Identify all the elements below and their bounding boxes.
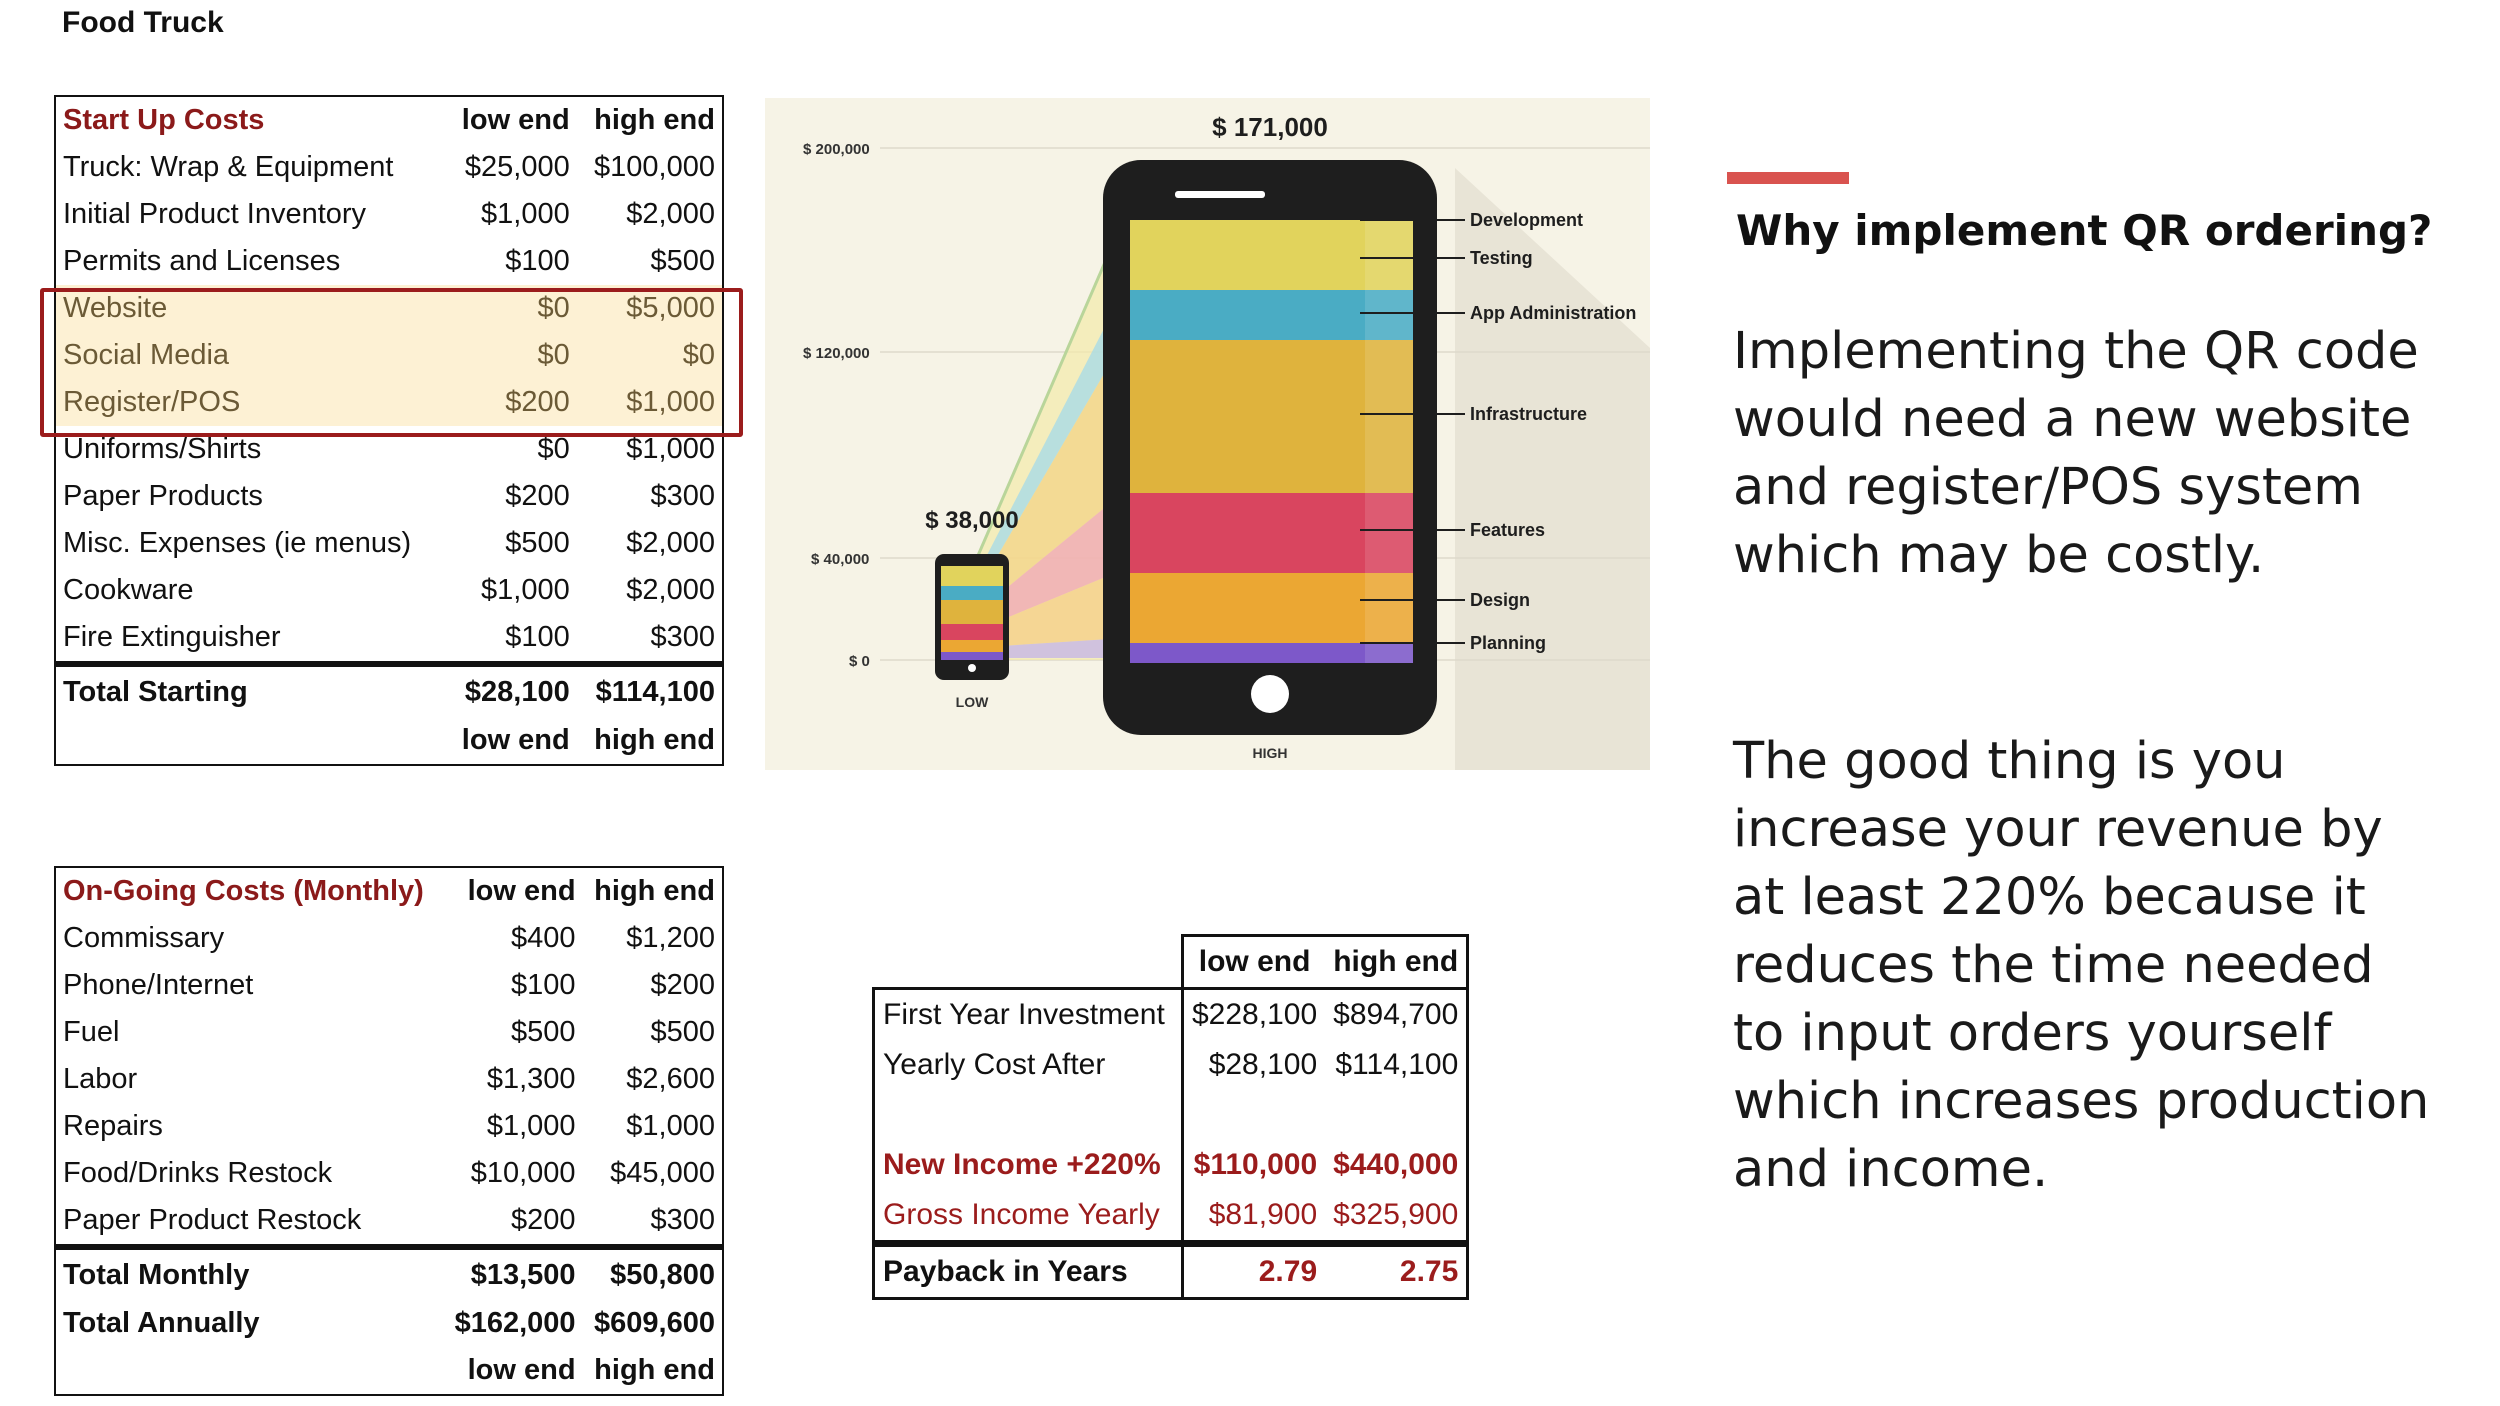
table-row: Gross Income Yearly $81,900 $325,900: [874, 1190, 1468, 1244]
col-high-header: high end: [594, 875, 715, 907]
y-tick: $ 200,000: [803, 141, 870, 158]
segment-label: App Administration: [1470, 303, 1637, 323]
spacer-row: [874, 1090, 1468, 1140]
y-tick: $ 120,000: [803, 345, 870, 362]
table-row: Phone/Internet $100 $200: [63, 969, 715, 1001]
segment-label: Design: [1470, 590, 1531, 610]
table-row: Misc. Expenses (ie menus) $500 $2,000: [63, 527, 715, 559]
y-tick: $ 40,000: [811, 551, 870, 568]
total-row: Total Annually $162,000 $609,600: [63, 1307, 715, 1339]
table-row: Paper Product Restock $200 $300: [63, 1204, 715, 1236]
table-row: First Year Investment $228,100 $894,700: [874, 989, 1468, 1041]
table-row: New Income +220% $110,000 $440,000: [874, 1140, 1468, 1190]
low-value-label: $ 38,000: [925, 507, 1019, 534]
col-high-header: high end: [594, 104, 715, 136]
payback-table: [872, 934, 1469, 1300]
segment-label: Features: [1470, 520, 1546, 540]
table-row-highlighted: Social Media $0 $0: [55, 332, 723, 379]
table-row: Fire Extinguisher $100 $300: [63, 621, 715, 653]
table-row: Uniforms/Shirts $0 $1,000: [63, 433, 715, 465]
total-row: Total Starting $28,100 $114,100: [55, 664, 723, 717]
table-row: Repairs $1,000 $1,000: [63, 1110, 715, 1142]
table-row-highlighted: Register/POS $200 $1,000: [55, 379, 723, 426]
low-label: LOW: [955, 694, 989, 710]
table-row: Yearly Cost After $28,100 $114,100: [874, 1040, 1468, 1090]
segment-label: Testing: [1470, 248, 1533, 268]
total-row: Total Monthly $13,500 $50,800: [55, 1247, 723, 1300]
table-row: Truck: Wrap & Equipment $25,000 $100,000: [63, 151, 715, 183]
ongoing-costs-table: [54, 866, 724, 1396]
highlight-box: [40, 288, 743, 437]
qr-paragraph-1: Implementing the QR code would need a new website and register/POS system which may be costly.: [1733, 322, 2419, 585]
qr-heading: Why implement QR ordering?: [1736, 206, 2433, 255]
col-low-header: low end: [1183, 936, 1326, 989]
table-row: Fuel $500 $500: [63, 1016, 715, 1048]
col-low-header: low end: [461, 104, 570, 136]
table-row-highlighted: Website $0 $5,000: [55, 285, 723, 332]
page-title: Food Truck: [62, 6, 224, 39]
app-cost-infographic: [765, 98, 1650, 770]
segment-label: Infrastructure: [1470, 404, 1588, 424]
table-row: Commissary $400 $1,200: [63, 922, 715, 954]
high-label: HIGH: [1252, 745, 1288, 761]
table-row: Paper Products $200 $300: [63, 480, 715, 512]
segment-label: Development: [1470, 210, 1584, 230]
segment-label: Planning: [1470, 633, 1546, 653]
qr-paragraph-2: The good thing is you increase your revenue by at least 220% because it reduces the time needed to input orders yourself which increases production and income.: [1733, 732, 2430, 1199]
table-row: Cookware $1,000 $2,000: [63, 574, 715, 606]
col-high-header: high end: [1325, 936, 1468, 989]
footer-row: low end high end: [461, 724, 715, 756]
high-value-label: $ 171,000: [1212, 112, 1328, 142]
startup-title: Start Up Costs: [63, 104, 265, 136]
table-row: Permits and Licenses $100 $500: [63, 245, 715, 277]
accent-bar: [1727, 172, 1849, 184]
ongoing-title: On-Going Costs (Monthly): [63, 875, 424, 907]
table-row: Initial Product Inventory $1,000 $2,000: [63, 198, 715, 230]
y-tick: $ 0: [849, 653, 870, 670]
footer-row: low end high end: [467, 1354, 715, 1386]
payback-row: Payback in Years 2.79 2.75: [874, 1244, 1468, 1299]
table-row: Labor $1,300 $2,600: [63, 1063, 715, 1095]
table-row: Food/Drinks Restock $10,000 $45,000: [63, 1157, 715, 1189]
col-low-header: low end: [467, 875, 576, 907]
